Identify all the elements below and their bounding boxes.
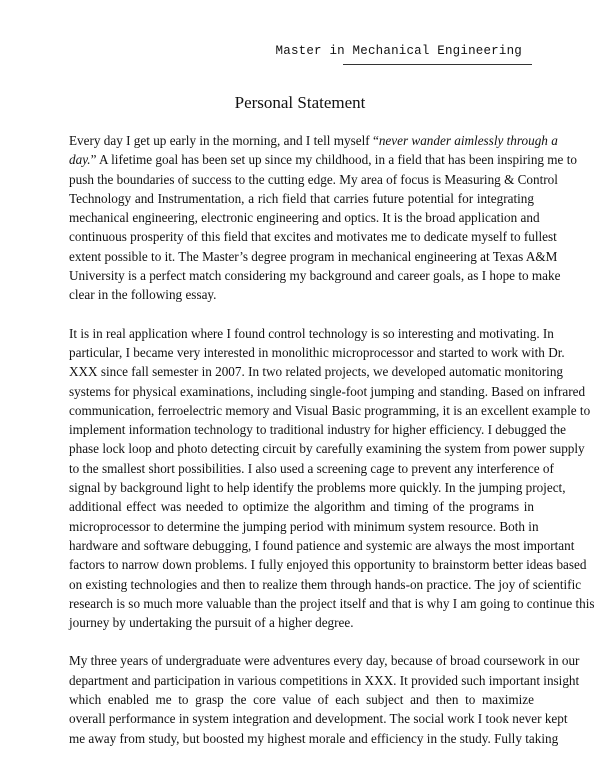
text-line: [69, 459, 554, 478]
document-body: [69, 131, 595, 767]
text-line: [69, 420, 566, 439]
text-segment: Every day I get up early in the morning, and I tell myself “: [69, 133, 379, 148]
text-segment: additional effect was needed to optimize the algorithm and timing of the programs in: [69, 499, 534, 515]
text-segment: continuous prosperity of this field that excites and motivates me to dedicate myself to fullest: [69, 229, 557, 245]
text-line: [69, 709, 568, 728]
text-line: [69, 613, 534, 632]
page-title: Personal Statement: [234, 93, 366, 112]
text-line: [69, 401, 591, 420]
text-line: [69, 690, 534, 709]
text-line: [69, 266, 561, 285]
text-segment: department and participation in various competitions in XXX. It provided such important insight: [69, 672, 580, 688]
text-line: [69, 131, 558, 150]
text-segment: mechanical engineering, electronic engineering and optics. It is the broad application and: [69, 210, 540, 226]
text-segment: research is so much more valuable than the project itself and that is why I am going to continue this: [69, 595, 595, 611]
text-line: [69, 729, 559, 748]
text-segment: implement information technology to traditional industry for higher efficiency. I debugged the: [69, 422, 566, 438]
text-line: [69, 227, 557, 246]
text-line: [69, 247, 558, 266]
text-segment: clear in the following essay.: [69, 287, 217, 303]
text-segment: which enabled me to grasp the core value of each subject and then to maximize: [69, 692, 534, 708]
text-segment: signal by background light to help identify the problems more quickly. In the jumping project,: [69, 480, 566, 496]
text-line: [69, 382, 586, 401]
text-segment: University is a perfect match considering my background and career goals, as I hope to make: [69, 268, 561, 284]
text-line: [69, 285, 534, 304]
italic-text: never wander aimlessly through a: [378, 133, 558, 148]
text-line: [69, 651, 580, 670]
text-segment: systems for physical examinations, including single-foot jumping and standing. Based on infrared: [69, 383, 586, 399]
text-segment: to the smallest short possibilities. I also used a screening cage to prevent any interference of: [69, 460, 554, 476]
text-line: [69, 362, 564, 381]
text-segment: me away from study, but boosted my highest morale and efficiency in the study. Fully taking: [69, 730, 559, 746]
text-segment: hardware and software debugging, I found patience and systemic are always the most important: [69, 537, 575, 553]
text-line: [69, 517, 539, 536]
text-segment: Technology and Instrumentation, a rich field that carries future potential for integrating: [69, 190, 534, 206]
text-segment: XXX since fall semester in 2007. In two related projects, we developed automatic monitoring: [69, 364, 564, 380]
text-line: [69, 671, 580, 690]
text-line: [69, 555, 587, 574]
running-header: Master in Mechanical Engineering: [275, 44, 522, 58]
text-segment: push the boundaries of success to the cutting edge. My area of focus is Measuring & Control: [69, 171, 558, 187]
text-line: [69, 189, 534, 208]
text-line: [69, 497, 534, 516]
paragraph: [69, 651, 580, 747]
text-line: [69, 594, 595, 613]
paragraph: [69, 131, 577, 305]
header-rule: [343, 64, 532, 65]
text-segment: on existing technologies and then to realize them through hands-on practice. The joy of scientific: [69, 576, 582, 592]
text-segment: particular, I became very interested in monolithic microprocessor and started to work with Dr.: [69, 344, 565, 360]
text-segment: extent possible to it. The Master’s degree program in mechanical engineering at Texas A&M: [69, 248, 558, 264]
text-segment: It is in real application where I found control technology is so interesting and motivating. In: [69, 325, 554, 341]
text-segment: journey by undertaking the pursuit of a higher degree.: [69, 615, 354, 631]
text-segment: microprocessor to determine the jumping period with minimum system resource. Both in: [69, 518, 539, 534]
text-line: [69, 343, 565, 362]
text-line: [69, 324, 554, 343]
text-line: [69, 439, 585, 458]
text-segment: ” A lifetime goal has been set up since my childhood, in a field that has been inspiring me to: [90, 152, 577, 168]
text-segment: My three years of undergraduate were adventures every day, because of broad coursework in our: [69, 653, 580, 669]
text-line: [69, 170, 558, 189]
text-segment: communication, ferroelectric memory and Visual Basic programming, it is an excellent example to: [69, 402, 591, 418]
text-segment: factors to narrow down problems. I fully enjoyed this opportunity to brainstorm better ideas based: [69, 557, 587, 573]
text-line: [69, 478, 566, 497]
text-line: [69, 536, 575, 555]
text-segment: overall performance in system integration and development. The social work I took never kept: [69, 711, 568, 727]
text-segment: phase lock loop and photo detecting circuit by carefully examining the system from power supply: [69, 441, 585, 457]
text-line: [69, 575, 582, 594]
paragraph: [69, 324, 595, 633]
italic-text: day.: [69, 152, 91, 168]
text-line: [69, 208, 540, 227]
text-line: [69, 150, 577, 169]
